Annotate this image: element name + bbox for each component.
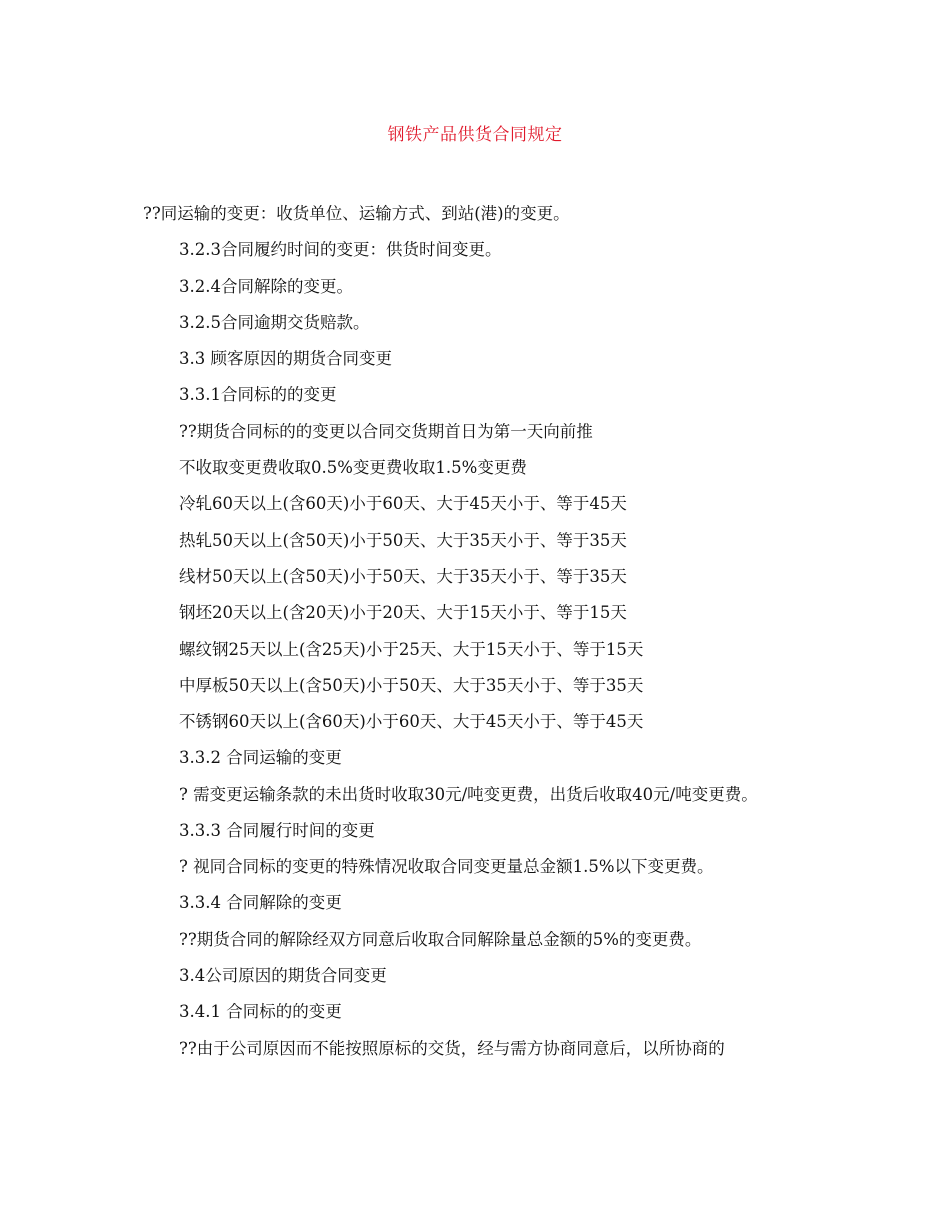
product-fee-line: 钢坯20天以上(含20天)小于20天、大于15天小于、等于15天	[179, 603, 627, 623]
paragraph-line: ??期货合同的解除经双方同意后收取合同解除量总金额的5%的变更费。	[179, 929, 702, 949]
product-fee-line: 线材50天以上(含50天)小于50天、大于35天小于、等于35天	[179, 566, 627, 586]
section-heading: 3.3.1合同标的的变更	[179, 385, 337, 405]
paragraph-line: ? 视同合同标的变更的特殊情况收取合同变更量总金额1.5%以下变更费。	[179, 857, 714, 877]
paragraph-line: ??期货合同标的的变更以合同交货期首日为第一天向前推	[179, 421, 593, 441]
product-fee-line: 螺纹钢25天以上(含25天)小于25天、大于15天小于、等于15天	[179, 639, 644, 659]
product-fee-line: 热轧50天以上(含50天)小于50天、大于35天小于、等于35天	[179, 530, 627, 550]
paragraph-line: ??由于公司原因而不能按照原标的交货，经与需方协商同意后，以所协商的	[179, 1038, 725, 1058]
section-heading: 3.3.3 合同履行时间的变更	[179, 820, 375, 840]
paragraph-line: 3.2.5合同逾期交货赔款。	[179, 312, 370, 332]
fee-header-line: 不收取变更费收取0.5%变更费收取1.5%变更费	[179, 458, 527, 478]
product-fee-line: 中厚板50天以上(含50天)小于50天、大于35天小于、等于35天	[179, 675, 644, 695]
section-heading: 3.4.1 合同标的的变更	[179, 1002, 342, 1022]
paragraph-line: 3.2.4合同解除的变更。	[179, 276, 353, 296]
section-heading: 3.4公司原因的期货合同变更	[179, 965, 387, 985]
product-fee-line: 冷轧60天以上(含60天)小于60天、大于45天小于、等于45天	[179, 494, 627, 514]
document-title: 钢铁产品供货合同规定	[387, 125, 563, 145]
section-heading: 3.3.4 合同解除的变更	[179, 893, 342, 913]
section-heading: 3.3.2 合同运输的变更	[179, 748, 342, 768]
wrapped-paragraph: ? 需变更运输条款的未出货时收取30元/吨变更费，出货后收取40元/吨变更费。	[179, 784, 758, 804]
paragraph-line: 3.2.3合同履约时间的变更：供货时间变更。	[179, 240, 502, 260]
paragraph-line: ??同运输的变更：收货单位、运输方式、到站(港)的变更。	[143, 204, 570, 223]
document-body	[143, 196, 815, 1067]
product-fee-line: 不锈钢60天以上(含60天)小于60天、大于45天小于、等于45天	[179, 712, 644, 732]
section-heading: 3.3 顾客原因的期货合同变更	[179, 349, 392, 369]
